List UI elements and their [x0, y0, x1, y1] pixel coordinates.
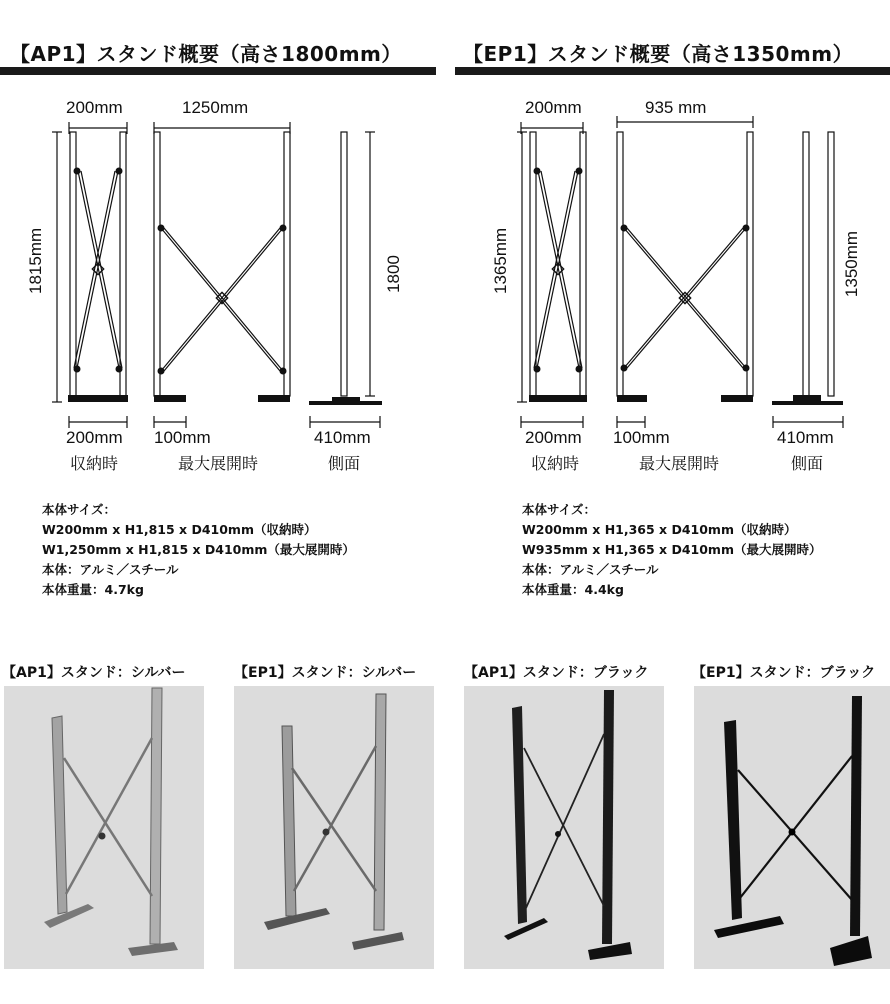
caption-side: 側面 [328, 454, 361, 473]
dim-bottom-open: 100mm [613, 428, 670, 447]
specs-line: 本体重量：4.4kg [522, 582, 624, 597]
dim-top-stored: 200mm [66, 98, 123, 117]
stand-drawing-ep1 [495, 88, 890, 478]
specs-line: 本体：アルミ／スチール [42, 562, 179, 577]
caption-side: 側面 [791, 454, 824, 473]
specs-line: 本体：アルミ／スチール [522, 562, 659, 577]
dim-bottom-open: 100mm [154, 428, 211, 447]
dim-top-open: 935 mm [645, 98, 707, 117]
dim-bottom-side: 410mm [314, 428, 371, 447]
specs-line: W200mm x H1,815 x D410mm（収納時） [42, 522, 317, 537]
photo-ep1-black [694, 686, 890, 969]
specs-ap1 [42, 500, 355, 600]
dim-height-side: 1800 [384, 255, 403, 293]
specs-line: W1,250mm x H1,815 x D410mm（最大展開時） [42, 542, 355, 557]
dim-bottom-stored: 200mm [525, 428, 582, 447]
dim-bottom-stored: 200mm [66, 428, 123, 447]
stand-image [4, 686, 204, 969]
diagram-ap1 [26, 88, 450, 478]
dim-height-total: 1815mm [26, 227, 45, 294]
caption-open: 最大展開時 [639, 454, 720, 473]
caption-stored: 収納時 [531, 454, 580, 473]
specs-heading: 本体サイズ： [42, 502, 117, 517]
diagram-ep1 [491, 88, 890, 478]
photo-ap1-black [464, 686, 664, 969]
title-divider-ap1 [0, 67, 436, 75]
dim-bottom-side: 410mm [777, 428, 834, 447]
photo-ep1-silver [234, 686, 434, 969]
caption-stored: 収納時 [70, 454, 119, 473]
photo-label-ep1-silver: 【EP1】スタンド：シルバー [234, 665, 417, 681]
dim-top-open: 1250mm [182, 98, 249, 117]
section-title-ap1: 【AP1】スタンド概要（高さ1800mm） [10, 42, 402, 66]
specs-line: 本体重量：4.7kg [42, 582, 144, 597]
photo-label-ep1-black: 【EP1】スタンド：ブラック [692, 665, 876, 681]
stand-image [464, 686, 664, 969]
caption-open: 最大展開時 [178, 454, 259, 473]
specs-line: W200mm x H1,365 x D410mm（収納時） [522, 522, 797, 537]
dim-top-stored: 200mm [525, 98, 582, 117]
dim-height-total: 1365mm [491, 227, 510, 294]
title-divider-ep1 [455, 67, 890, 75]
specs-ep1 [522, 500, 821, 600]
dim-height-side: 1350mm [842, 230, 861, 298]
specs-heading: 本体サイズ： [522, 502, 597, 517]
section-title-ep1: 【EP1】スタンド概要（高さ1350mm） [463, 42, 854, 66]
photo-ap1-silver [4, 686, 204, 969]
stand-image [694, 686, 890, 969]
stand-image [234, 686, 434, 969]
specs-line: W935mm x H1,365 x D410mm（最大展開時） [522, 542, 822, 557]
photo-label-ap1-black: 【AP1】スタンド：ブラック [464, 665, 649, 681]
photo-label-ap1-silver: 【AP1】スタンド：シルバー [2, 665, 186, 681]
